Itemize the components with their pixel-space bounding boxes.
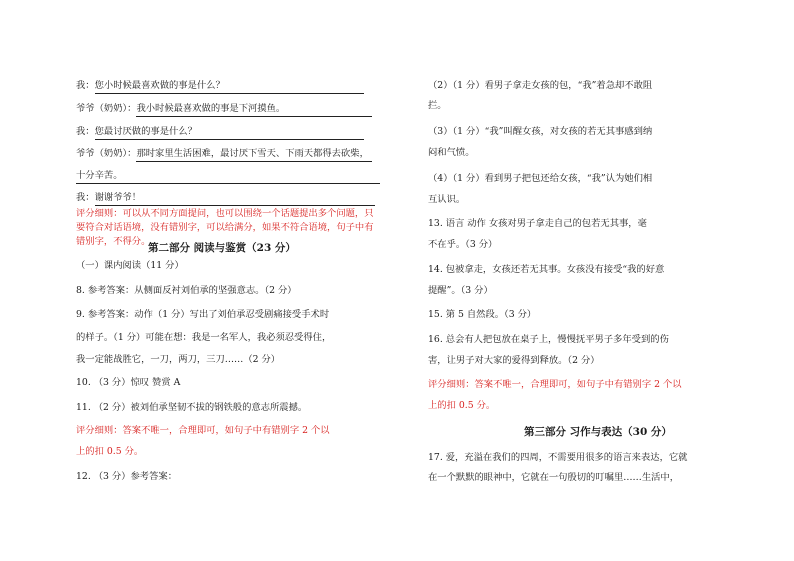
answer-9-line: 的样子。（1 分）可能在想：我是一名军人，我必须忍受得住，	[76, 332, 332, 343]
dialog-line-3: 我：您最讨厌做的事是什么？	[76, 126, 364, 140]
dialog-answer: 您最讨厌做的事是什么？	[95, 126, 364, 140]
answer-10: 10. （3 分）惊叹 赞赏 A	[76, 377, 181, 388]
dialog-line-5: 十分辛苦。	[76, 170, 380, 184]
dialog-answer: 谢谢爷爷！	[95, 192, 375, 206]
answer-12-3: 闷和气愤。	[428, 147, 475, 158]
scoring-note: 评分细则：答案不唯一，合理即可，如句子中有错别字 2 个以	[428, 379, 682, 390]
question-17: 在一个默默的眼神中，它就在一句殷切的叮嘱里……生活中，	[428, 472, 680, 483]
answer-14: 14. 包被拿走，女孩还若无其事。女孩没有接受“我的好意	[428, 264, 665, 275]
answer-13: 13. 语言 动作 女孩对男子拿走自己的包若无其事，毫	[428, 218, 647, 229]
scoring-note: 上的扣 0.5 分。	[428, 400, 496, 411]
scoring-note: 评分细则：答案不唯一，合理即可，如句子中有错别字 2 个以	[76, 425, 330, 436]
answer-12-2: （2）（1 分）看男子拿走女孩的包，“我”着急却不敢阻	[428, 80, 653, 91]
section-2-title: 第二部分 阅读与鉴赏（23 分）	[148, 242, 296, 254]
scoring-note: 错别字，不得分。	[76, 236, 151, 247]
dialog-answer: 那时家里生活困难，最讨厌下雪天、下雨天都得去砍柴，	[136, 148, 372, 162]
answer-12-4: （4）（1 分）看到男子把包还给女孩，“我”认为她们相	[428, 173, 653, 184]
question-17: 17. 爱，充溢在我们的四周，不需要用很多的语言来表达，它就	[428, 452, 688, 463]
dialog-line-1: 我：您小时候最喜欢做的事是什么？	[76, 80, 364, 94]
answer-15: 15. 第 5 自然段。（3 分）	[428, 309, 537, 320]
dialog-answer: 我小时候最喜欢做的事是下河摸鱼。	[136, 103, 372, 117]
dialog-line-6: 我：谢谢爷爷！	[76, 192, 375, 206]
answer-8: 8. 参考答案：从侧面反衬刘伯承的坚强意志。（2 分）	[76, 285, 297, 296]
dialog-line-4: 爷爷（奶奶）：那时家里生活困难，最讨厌下雪天、下雨天都得去砍柴，	[76, 148, 372, 162]
section-3-title: 第三部分 习作与表达（30 分）	[524, 426, 672, 438]
answer-13: 不在乎。（3 分）	[428, 239, 498, 250]
subsection-title: （一）课内阅读（11 分）	[76, 260, 184, 271]
dialog-answer: 您小时候最喜欢做的事是什么？	[95, 80, 364, 94]
answer-12-3: （3）（1 分）“我”叫醒女孩，对女孩的若无其事感到纳	[428, 126, 653, 137]
answer-12-4: 互认识。	[428, 194, 466, 205]
scoring-note: 要符合对话语境，没有错别字，可以给满分，如果不符合语境，句子中有	[76, 222, 374, 233]
scoring-note: 评分细则：可以从不同方面提问，也可以围绕一个话题提出多个问题，只	[76, 208, 374, 219]
dialog-line-2: 爷爷（奶奶）：我小时候最喜欢做的事是下河摸鱼。	[76, 103, 372, 117]
answer-11: 11. （2 分）被刘伯承坚韧不拔的钢铁般的意志所震撼。	[76, 402, 308, 413]
answer-12: 12. （3 分）参考答案：	[76, 471, 177, 482]
answer-16: 16. 总会有人把包放在桌子上，慢慢抚平男子多年受到的伤	[428, 334, 669, 345]
answer-9-line: 我一定能战胜它，一刀，两刀，三刀……（2 分）	[76, 354, 281, 365]
answer-16: 害，让男子对大家的爱得到释放。（2 分）	[428, 355, 600, 366]
answer-14: 提醒”。（3 分）	[428, 285, 493, 296]
scoring-note: 上的扣 0.5 分。	[76, 446, 144, 457]
answer-12-2: 拦。	[428, 100, 447, 111]
answer-9-line: 9. 参考答案：动作（1 分）写出了刘伯承忍受剧痛接受手术时	[76, 309, 330, 320]
